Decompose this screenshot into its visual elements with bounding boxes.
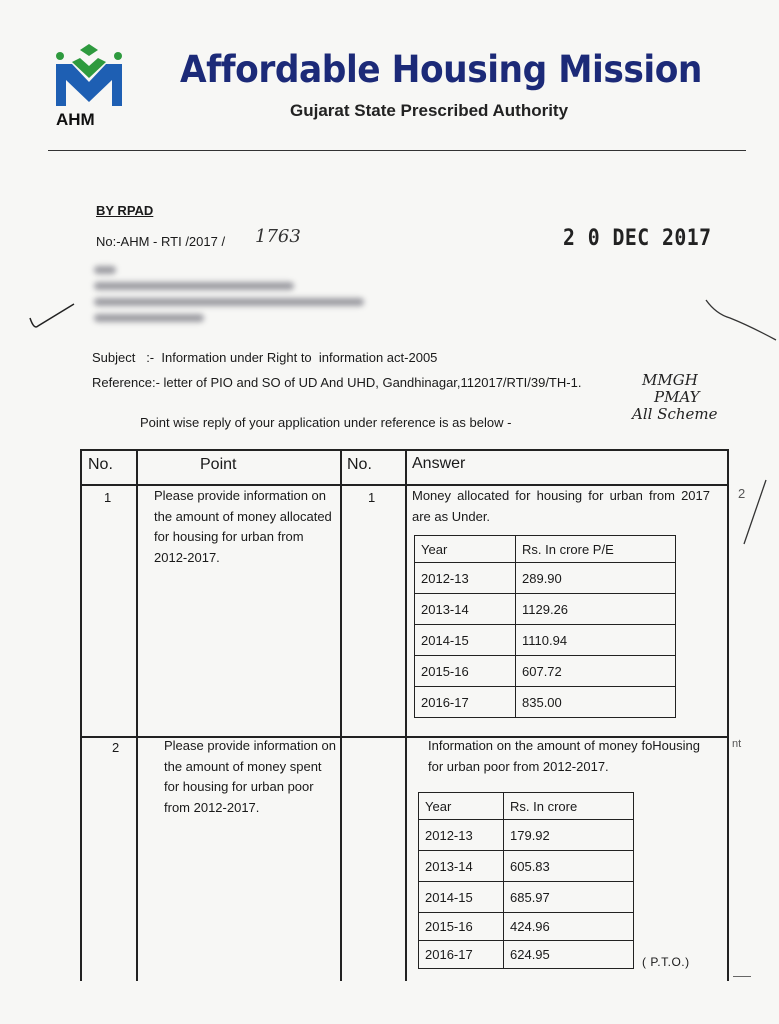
sub-cell-year: 2016-17 [415,687,516,718]
sub-cell-year: 2013-14 [419,851,504,882]
sub-cell-amount: 179.92 [504,820,634,851]
allocation-table [414,535,676,718]
organization-subtitle: Gujarat State Prescribed Authority [290,101,569,120]
handwritten-note-line: All Scheme [632,405,718,423]
sub-header-year: Year [415,536,516,563]
expenditure-table [418,792,634,969]
sub-cell-year: 2015-16 [415,656,516,687]
row-point: Please provide information on the amount of money allocated for housing for urban from 2012-2017. [154,488,332,565]
date-stamp: 2 0 DEC 2017 [563,226,712,251]
row-number: 2 [112,740,120,755]
ahm-logo [50,44,130,134]
row-number: 1 [104,490,112,505]
sub-cell-year: 2014-15 [415,625,516,656]
handwritten-reference-number: 1763 [255,226,301,247]
margin-pen-stroke [740,478,770,548]
subject-line: Subject :- Information under Right to information act-2005 [92,350,438,365]
sub-cell-amount: 1110.94 [516,625,676,656]
page-turn-over: ( P.T.O.) [642,955,690,969]
sub-cell-amount: 605.83 [504,851,634,882]
header-point: Point [200,456,237,473]
sub-cell-amount: 289.90 [516,563,676,594]
sub-header-amount: Rs. In crore [504,793,634,820]
header-divider [48,150,746,151]
margin-mark: nt [732,738,742,750]
header-answer: Answer [412,455,466,472]
handwritten-note [632,372,762,423]
sub-cell-year: 2013-14 [415,594,516,625]
row-point: Please provide information on the amount of money spent for housing for urban poor from 2012-2017. [164,738,336,815]
sub-cell-year: 2012-13 [419,820,504,851]
sub-header-year: Year [419,793,504,820]
row-number-2: 1 [368,490,376,505]
sub-cell-amount: 685.97 [504,882,634,913]
handwritten-note-line: PMAY [654,388,700,406]
redacted-address [90,262,390,332]
sub-cell-amount: 624.95 [504,941,634,969]
sub-cell-year: 2014-15 [419,882,504,913]
header-no: No. [88,456,113,473]
check-mark [28,300,78,334]
sub-cell-amount: 1129.26 [516,594,676,625]
sub-header-amount: Rs. In crore P/E [516,536,676,563]
margin-mark: 2 [738,486,746,501]
row-answer: Information on the amount of money foHousing for urban poor from 2012-2017. [428,738,700,774]
sub-cell-amount: 835.00 [516,687,676,718]
sub-cell-year: 2015-16 [419,913,504,941]
dispatch-mode: BY RPAD [96,203,154,218]
pen-stroke [700,296,779,346]
sub-cell-year: 2012-13 [415,563,516,594]
row-answer: Money allocated for housing for urban from 2017 are as Under. [412,488,710,524]
header-no-2: No. [347,456,372,473]
sub-cell-amount: 607.72 [516,656,676,687]
handwritten-note-line: MMGH [642,371,698,389]
sub-cell-amount: 424.96 [504,913,634,941]
reference-line: Reference:- letter of PIO and SO of UD And UHD, Gandhinagar,112017/RTI/39/TH-1. [92,375,582,390]
sub-cell-year: 2016-17 [419,941,504,969]
margin-line [733,976,751,977]
logo-text: AHM [56,110,95,129]
organization-title: Affordable Housing Mission [180,48,702,91]
reference-number: No:-AHM - RTI /2017 / [96,234,226,249]
intro-line: Point wise reply of your application under reference is as below - [140,415,512,430]
